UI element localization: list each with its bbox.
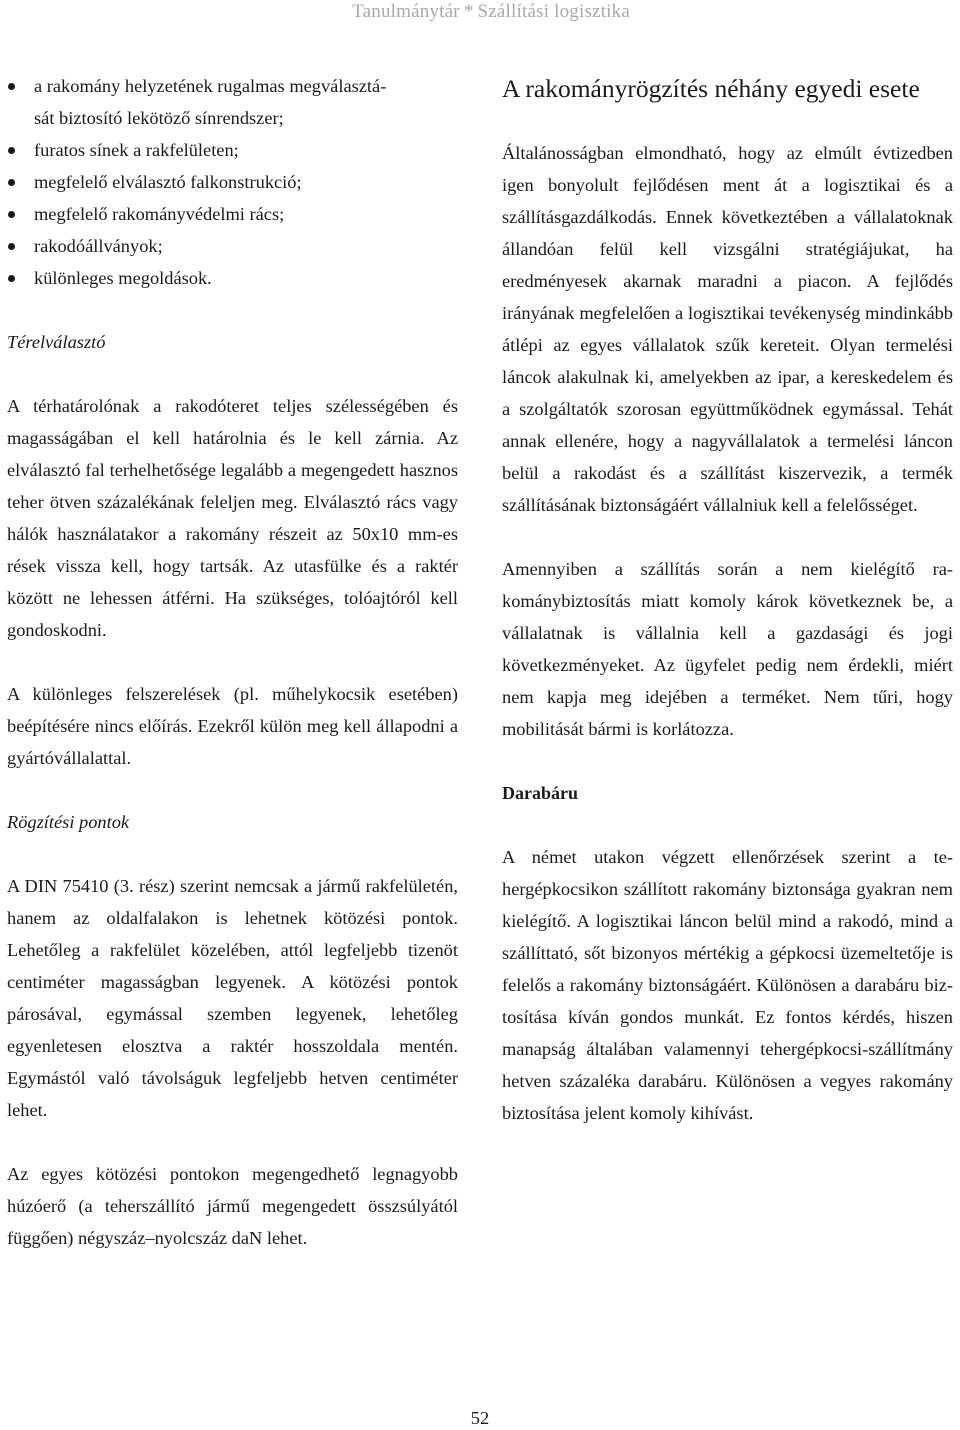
- right-column: [502, 70, 953, 1129]
- section-heading-darabaru: Darabáru: [502, 783, 578, 803]
- paragraph-rogzitesi-1: A DIN 75410 (3. rész) szerint nemcsak a jármű rakfelületén, hanem az oldalfalakon is lehetnek kötözési pontok. Lehetőleg a rakfelület közelében, attól legfeljebb tizenöt centiméter magasságban legyenek. A kötözési pontok párosával, egymással szemben legyenek, lehetőleg egyenletesen elosztva a raktér hosszoldala mentén. Egymástól való távolságuk legfeljebb hetven centiméter lehet.: [7, 876, 458, 1120]
- paragraph-intro-1: Általánosságban elmondható, hogy az elmúlt évtizedben igen bonyolult fejlődésen ment át a logisztikai és a szállításgazdálkodás. Ennek következtében a vállalatoknak állandóan felül kell vizsgálni stratégiájukat, ha eredményesek akarnak maradni a piacon. A fejlődés irányának megfelelően a logisztikai tevékenység mindinkább átlépi az egyes vállalatok szűk kereteit. Olyan termelési láncok alakulnak ki, amelyekben az ipar, a kereskedelem és a szolgáltatók szorosan együttműködnek egymással. Tehát annak ellenére, hogy a nagyvállalatok a termelési láncon belül a rakodást és a szállítást kiszervezik, a termék szállításának biztonságáért vállalniuk kell a felelősséget.: [502, 143, 953, 515]
- bullet-item: furatos sínek a rakfelületen;: [7, 134, 458, 166]
- section-heading-terelvalaszto: Térelválasztó: [7, 332, 106, 352]
- bullet-item: különleges megoldások.: [7, 262, 458, 294]
- bullet-item: rakodóállványok;: [7, 230, 458, 262]
- bullet-item: megfelelő elválasztó falkonstrukció;: [7, 166, 458, 198]
- paragraph-rogzitesi-2: Az egyes kötözési pontokon megengedhető legnagyobb húzóerő (a teherszállító jármű megengedett összsúlyától függően) négyszáz–nyolcszáz daN lehet.: [7, 1164, 458, 1248]
- paragraph-darabaru-1: A német utakon végzett ellenőrzések szerint a tehergépkocsikon szállított rakomány biztonsága gyakran nem kielégítő. A logisztikai láncon belül mind a rakodó, mind a szállíttató, sőt bizonyos mértékig a gépkocsi üzemeltetője is felelős a rakomány biztonságáért. Különösen a darabáru biztosítása kíván gondos munkát. Ez fontos kérdés, hiszen manapság általában valamennyi tehergépkocsi-szállítmány hetven százaléka darabáru. Különösen a vegyes rakomány biztosítása jelent komoly kihívást.: [502, 847, 953, 1123]
- page-number: 52: [470, 1408, 490, 1428]
- chapter-heading: A rakományrögzítés néhány egyedi esete: [502, 74, 920, 103]
- section-heading-rogzitesi-pontok: Rögzítési pontok: [7, 812, 130, 832]
- running-header: [352, 0, 630, 24]
- header-series-title: Tanulmánytár: [352, 1, 460, 22]
- header-separator: *: [463, 1, 474, 22]
- paragraph-intro-2: Amennyiben a szállítás során a nem kielégítő rakománybiztosítás miatt komoly károk következnek be, a vállalatnak is vállalnia kell a gazdasági és jogi következményeket. Az ügyfelet pedig nem érdekli, miért nem kapja meg idejében a terméket. Nem tűri, hogy mobilitását bármi is korlátozza.: [502, 559, 953, 739]
- header-book-title: Szállítási logisztika: [477, 1, 630, 22]
- bullet-item: megfelelő rakományvédelmi rács;: [7, 198, 458, 230]
- left-column: [7, 70, 458, 1254]
- paragraph-terelvalaszto-2: A különleges felszerelések (pl. műhelykocsik esetében) beépítésére nincs előírás. Ezekről külön meg kell állapodni a gyártóvállalattal.: [7, 684, 458, 768]
- equipment-bullet-list: [7, 70, 458, 294]
- bullet-item: a rakomány helyzetének rugalmas megválasztá- sát biztosító lekötöző sínrendszer;: [7, 70, 458, 134]
- paragraph-terelvalaszto-1: A térhatárolónak a rakodóteret teljes szélességében és magasságában el kell határolnia és le kell zárnia. Az elválasztó fal terhelhetősége legalább a megengedett hasznos teher ötven százalékának feleljen meg. Elválasztó rács vagy hálók használatakor a rakomány részeit az 50x10 mm-es rések vissza kell, hogy tartsák. Az utasfülke és a raktér között ne lehessen átférni. Ha szükséges, tolóajtóról kell gondoskodni.: [7, 396, 458, 640]
